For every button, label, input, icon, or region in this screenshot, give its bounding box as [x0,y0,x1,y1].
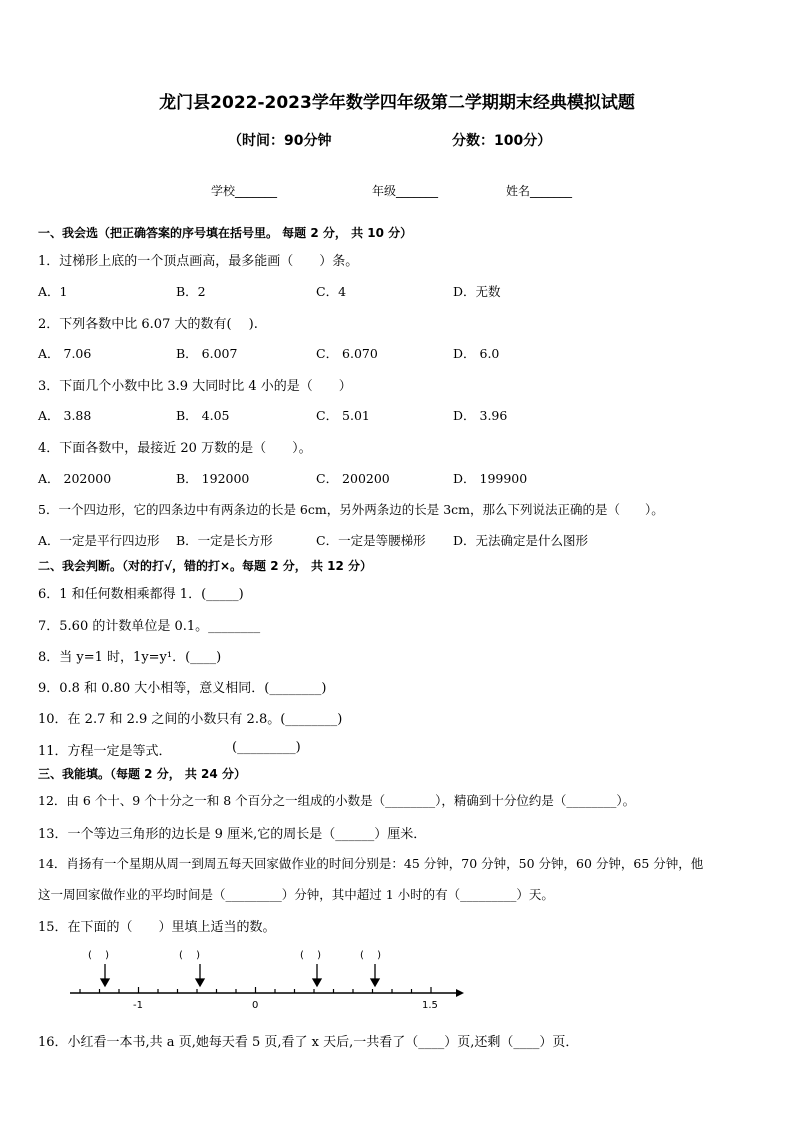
q1-option-b: B．2 [176,284,206,299]
number-line-blank: ( ) [179,950,200,961]
question-3: 3．下面几个小数中比 3.9 大同时比 4 小的是（ ） [38,379,352,394]
question-6: 6．1 和任何数相乘都得 1．(_____) [38,587,244,602]
q5-option-a: A．一定是平行四边形 [38,533,160,548]
exam-time: （时间：90分钟 [228,133,332,149]
number-line-label-0: 0 [252,1000,259,1011]
number-line-figure [60,942,480,1014]
number-line-blank: ( ) [300,950,321,961]
number-line-blank: ( ) [360,950,381,961]
q2-option-a: A． 7.06 [38,346,92,361]
question-1: 1．过梯形上底的一个顶点画高，最多能画（ ）条。 [38,254,359,269]
q3-option-d: D． 3.96 [453,408,508,423]
number-line-arrowhead [456,989,464,997]
question-16: 16．小红看一本书,共 a 页,她每天看 5 页,看了 x 天后,一共看了（____）页,还剩（____）页． [38,1035,579,1050]
question-7: 7．5.60 的计数单位是 0.1。________ [38,619,261,634]
number-line-label-neg1: -1 [133,1000,143,1011]
q5-option-b: B．一定是长方形 [176,533,273,548]
number-line-blank: ( ) [88,950,109,961]
name-field: 姓名_______ [506,184,573,198]
question-8: 8．当 y=1 时，1y=y¹．(____) [38,650,222,665]
question-11: 11．方程一定是等式． [38,744,172,759]
q1-option-c: C．4 [316,284,347,299]
question-13: 13．一个等边三角形的边长是 9 厘米,它的周长是（______）厘米． [38,827,427,842]
q3-option-a: A． 3.88 [38,408,92,423]
question-5: 5．一个四边形，它的四条边中有两条边的长是 6cm，另外两条边的长是 3cm，那么下列说法正确的是（ ）。 [38,502,664,517]
question-12: 12．由 6 个十、9 个十分之一和 8 个百分之一组成的小数是（________），精确到十分位约是（________）。 [38,793,636,808]
q3-option-b: B． 4.05 [176,408,230,423]
number-line-ticks [80,987,431,993]
page-title: 龙门县2022-2023学年数学四年级第二学期期末经典模拟试题 [159,93,635,113]
school-field: 学校_______ [211,184,278,198]
q1-option-a: A．1 [38,284,68,299]
question-4: 4．下面各数中，最接近 20 万数的是（ ）。 [38,441,312,456]
q3-option-c: C． 5.01 [316,408,370,423]
section-3-heading: 三、我能填。（每题 2 分， 共 24 分） [38,767,246,781]
number-line-arrows [101,964,379,986]
question-10: 10．在 2.7 和 2.9 之间的小数只有 2.8。(________) [38,712,343,727]
q5-option-d: D．无法确定是什么图形 [453,533,589,548]
q4-option-d: D． 199900 [453,471,528,486]
question-2: 2．下列各数中比 6.07 大的数有( ). [38,317,258,332]
section-1-heading: 一、我会选（把正确答案的序号填在括号里。 每题 2 分， 共 10 分） [38,226,413,240]
q2-option-b: B． 6.007 [176,346,238,361]
q4-option-c: C． 200200 [316,471,390,486]
question-11-blank: (_________) [232,740,301,755]
q4-option-a: A． 202000 [38,471,112,486]
question-9: 9．0.8 和 0.80 大小相等，意义相同．(________) [38,681,327,696]
section-2-heading: 二、我会判断。（对的打√，错的打×。每题 2 分， 共 12 分） [38,559,372,573]
grade-field: 年级_______ [372,184,439,198]
exam-score: 分数：100分） [452,133,552,149]
question-15: 15．在下面的（ ）里填上适当的数。 [38,920,276,935]
q4-option-b: B． 192000 [176,471,250,486]
q1-option-d: D．无数 [453,284,501,299]
question-14-line1: 14．肖扬有一个星期从周一到周五每天回家做作业的时间分别是：45 分钟，70 分钟，50 分钟，60 分钟，65 分钟，他 [38,856,704,871]
q2-option-c: C． 6.070 [316,346,378,361]
q5-option-c: C．一定是等腰梯形 [316,533,426,548]
q2-option-d: D． 6.0 [453,346,500,361]
question-14-line2: 这一周回家做作业的平均时间是（_________）分钟，其中超过 1 小时的有（_________）天。 [38,887,554,902]
number-line-label-1-5: 1.5 [422,1000,438,1011]
